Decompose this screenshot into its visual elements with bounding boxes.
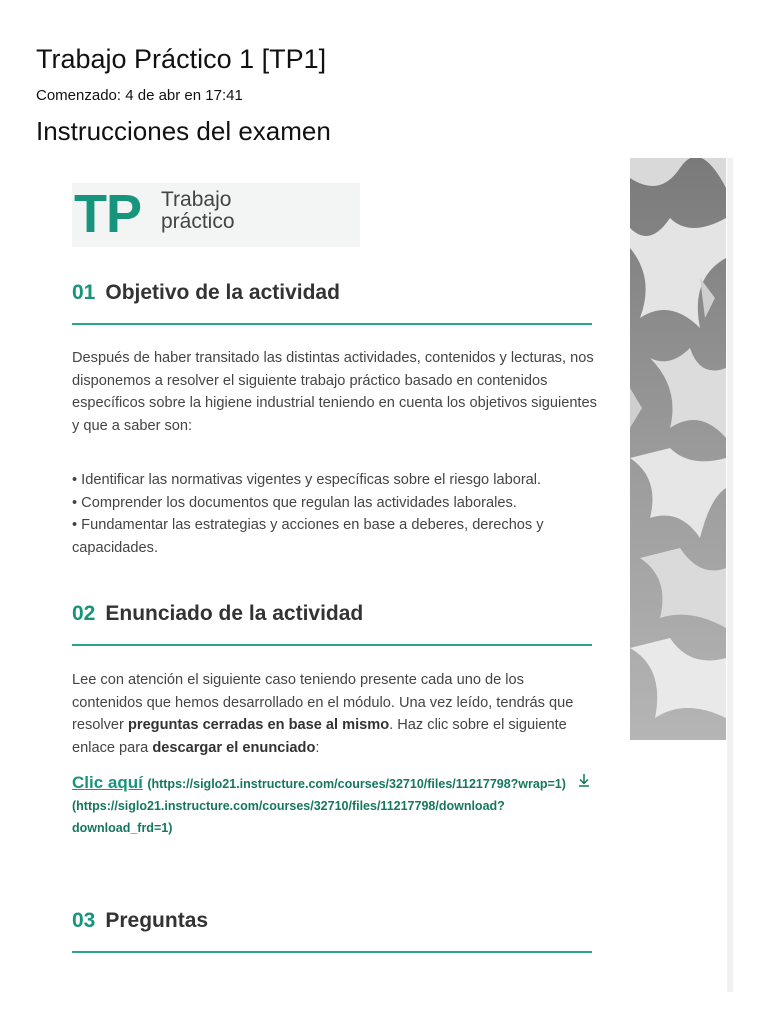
section-number: 03 bbox=[72, 909, 96, 932]
instructions-heading: Instrucciones del examen bbox=[36, 116, 331, 146]
section-title: Preguntas bbox=[105, 909, 209, 932]
scrollbar[interactable] bbox=[727, 158, 733, 992]
text-span: . Haz clic sobre el siguiente enlace para bbox=[72, 717, 567, 756]
objetivo-paragraph: Después de haber transitado las distintas actividades, contenidos y lecturas, nos disponemos a resolver el siguiente trabajo práctico basado en contenidos específicos sobre la higiene industrial teniendo en cuenta los objetivos siguientes y que a saber son: bbox=[72, 350, 597, 434]
section-divider bbox=[72, 644, 592, 646]
download-link-block bbox=[72, 772, 597, 839]
section-enunciado-heading bbox=[72, 601, 363, 627]
section-number: 02 bbox=[72, 602, 96, 625]
section-objetivo-heading bbox=[72, 280, 340, 306]
section-title: Enunciado de la actividad bbox=[105, 602, 364, 625]
tp-logo-letters: TP bbox=[74, 184, 142, 244]
page-title: Trabajo Práctico 1 [TP1] bbox=[36, 44, 327, 74]
bold-text: preguntas cerradas en base al mismo bbox=[127, 717, 390, 733]
decorative-side-image bbox=[630, 158, 726, 740]
tp-logo bbox=[72, 183, 360, 247]
text-span: Lee con atención el siguiente caso teniendo presente cada uno de los contenidos que hemos desarrollado en el módulo. Una vez leído, tendrás que resolver bbox=[72, 672, 574, 733]
file-url[interactable]: (https://siglo21.instructure.com/courses/32710/files/11217798?wrap=1) bbox=[147, 777, 566, 791]
clic-aqui-link[interactable]: Clic aquí bbox=[72, 773, 143, 792]
list-item: • Identificar las normativas vigentes y específicas sobre el riesgo laboral. bbox=[72, 469, 597, 492]
section-preguntas-heading bbox=[72, 908, 208, 934]
objetivo-bullet-list bbox=[72, 469, 597, 559]
started-timestamp: Comenzado: 4 de abr en 17:41 bbox=[36, 87, 243, 104]
text-span: : bbox=[315, 739, 320, 756]
download-icon[interactable] bbox=[576, 772, 592, 795]
list-item: • Fundamentar las estrategias y acciones en base a deberes, derechos y capacidades. bbox=[72, 514, 597, 559]
list-item: • Comprender los documentos que regulan las actividades laborales. bbox=[72, 492, 597, 515]
section-title: Objetivo de la actividad bbox=[105, 281, 340, 304]
tp-logo-words bbox=[161, 189, 235, 233]
section-divider bbox=[72, 951, 592, 953]
bold-text: descargar el enunciado bbox=[152, 739, 316, 756]
tp-logo-word-1: Trabajo bbox=[161, 188, 232, 211]
section-number: 01 bbox=[72, 281, 96, 304]
section-divider bbox=[72, 323, 592, 325]
tp-logo-word-2: práctico bbox=[161, 210, 235, 233]
enunciado-paragraph bbox=[72, 669, 597, 759]
download-url[interactable]: (https://siglo21.instructure.com/courses/32710/files/11217798/download?download_frd=1) bbox=[72, 799, 505, 836]
